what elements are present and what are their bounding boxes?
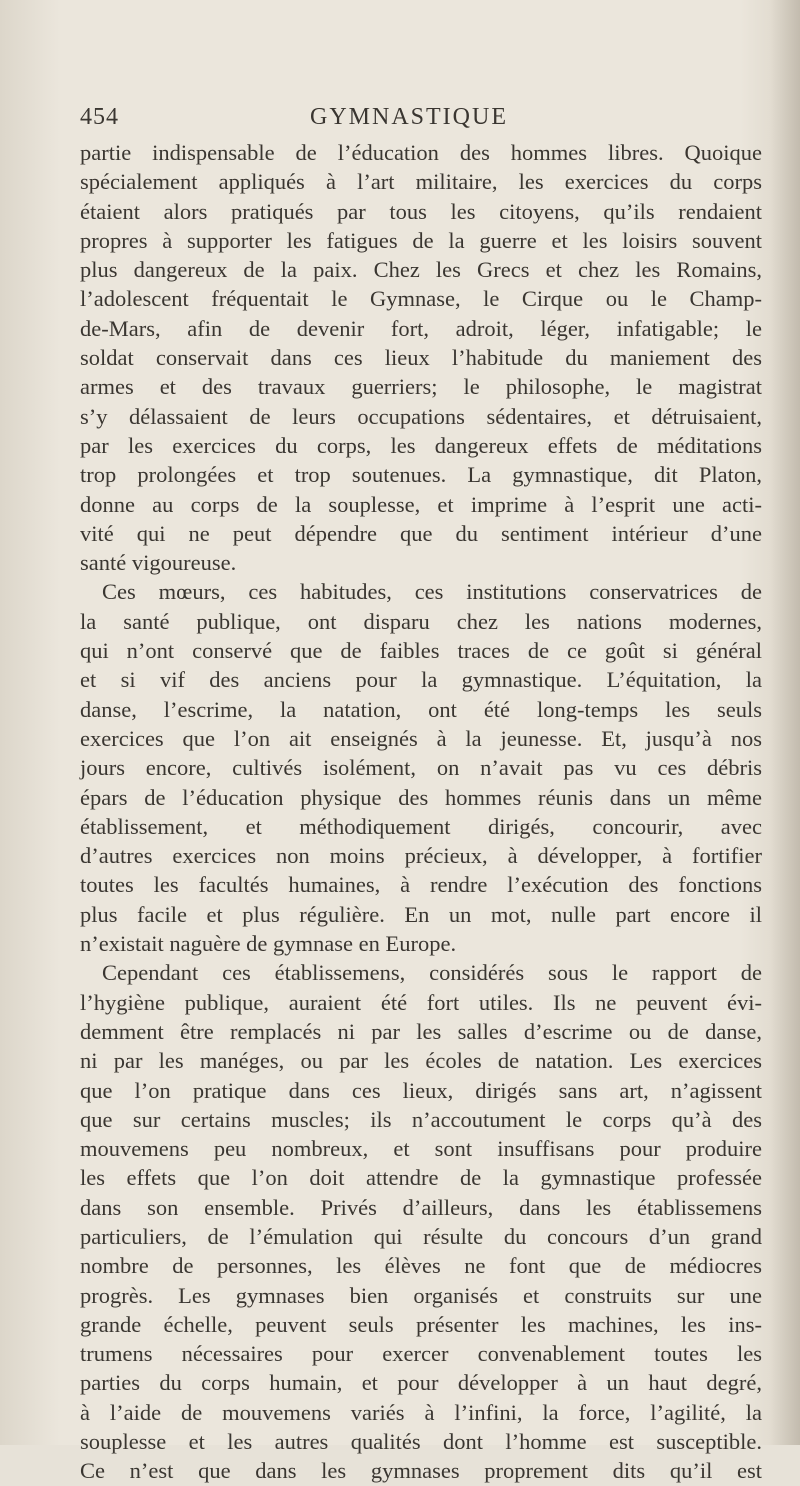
text-line: souplesse et les autres qualités dont l’homme est susceptible.	[80, 1429, 762, 1455]
text-line: et si vif des anciens pour la gymnastique. L’équitation, la	[80, 667, 762, 693]
text-line: épars de l’éducation physique des hommes réunis dans un même	[80, 784, 762, 810]
text-line: plus facile et plus régulière. En un mot, nulle part encore il	[80, 901, 762, 927]
text-line: Ces mœurs, ces habitudes, ces institutions conservatrices de	[102, 579, 762, 605]
text-line: les effets que l’on doit attendre de la gymnastique professée	[80, 1165, 762, 1191]
text-line: demment être remplacés ni par les salles d’escrime ou de danse,	[80, 1018, 762, 1044]
page-header	[80, 104, 760, 140]
text-line: n’existait naguère de gymnase en Europe.	[80, 931, 457, 957]
text-line: parties du corps humain, et pour développer à un haut degré,	[80, 1370, 762, 1396]
body-text	[80, 138, 762, 1486]
text-line: trumens nécessaires pour exercer convenablement toutes les	[80, 1341, 762, 1367]
text-line: que sur certains muscles; ils n’accoutument le corps qu’à des	[80, 1106, 762, 1132]
text-line: exercices que l’on ait enseignés à la jeunesse. Et, jusqu’à nos	[80, 725, 762, 751]
text-line: progrès. Les gymnases bien organisés et construits sur une	[80, 1282, 762, 1308]
text-line: soldat conservait dans ces lieux l’habitude du maniement des	[80, 345, 762, 371]
text-line: nombre de personnes, les élèves ne font que de médiocres	[80, 1253, 762, 1279]
text-line: que l’on pratique dans ces lieux, dirigés sans art, n’agissent	[80, 1077, 762, 1103]
text-line: spécialement appliqués à l’art militaire, les exercices du corps	[80, 169, 762, 195]
text-line: de-Mars, afin de devenir fort, adroit, léger, infatigable; le	[80, 315, 762, 341]
page-edge-shadow	[770, 0, 800, 1445]
text-line: toutes les facultés humaines, à rendre l’exécution des fonctions	[80, 872, 762, 898]
text-line: trop prolongées et trop soutenues. La gymnastique, dit Platon,	[80, 462, 762, 488]
text-line: particuliers, de l’émulation qui résulte du concours d’un grand	[80, 1223, 762, 1249]
text-line: santé vigoureuse.	[80, 550, 237, 576]
text-line: propres à supporter les fatigues de la guerre et les loisirs souvent	[80, 227, 762, 253]
running-head: GYMNASTIQUE	[310, 104, 508, 130]
text-line: dans son ensemble. Privés d’ailleurs, dans les établissemens	[80, 1194, 762, 1220]
text-line: à l’aide de mouvemens variés à l’infini, la force, l’agilité, la	[80, 1399, 762, 1425]
text-line: danse, l’escrime, la natation, ont été long-temps les seuls	[80, 696, 762, 722]
text-line: qui n’ont conservé que de faibles traces de ce goût si général	[80, 638, 762, 664]
text-line: vité qui ne peut dépendre que du sentiment intérieur d’une	[80, 520, 762, 546]
text-line: étaient alors pratiqués par tous les citoyens, qu’ils rendaient	[80, 198, 762, 224]
text-line: armes et des travaux guerriers; le philosophe, le magistrat	[80, 374, 762, 400]
text-line: par les exercices du corps, les dangereux effets de méditations	[80, 432, 762, 458]
text-line: établissement, et méthodiquement dirigés, concourir, avec	[80, 813, 762, 839]
text-line: s’y délassaient de leurs occupations sédentaires, et détruisaient,	[80, 403, 762, 429]
text-line: Ce n’est que dans les gymnases proprement dits qu’il est	[80, 1458, 762, 1484]
text-line: grande échelle, peuvent seuls présenter les machines, les ins-	[80, 1311, 762, 1337]
text-line: Cependant ces établissemens, considérés sous le rapport de	[102, 960, 762, 986]
text-line: mouvemens peu nombreux, et sont insuffisans pour produire	[80, 1136, 762, 1162]
text-line: jours encore, cultivés isolément, on n’avait pas vu ces débris	[80, 755, 762, 781]
text-line: l’hygiène publique, auraient été fort utiles. Ils ne peuvent évi-	[80, 989, 762, 1015]
text-line: d’autres exercices non moins précieux, à développer, à fortifier	[80, 843, 762, 869]
text-line: plus dangereux de la paix. Chez les Grecs et chez les Romains,	[80, 257, 762, 283]
text-line: ni par les manéges, ou par les écoles de natation. Les exercices	[80, 1048, 762, 1074]
text-line: la santé publique, ont disparu chez les nations modernes,	[80, 608, 762, 634]
text-line: l’adolescent fréquentait le Gymnase, le Cirque ou le Champ-	[80, 286, 762, 312]
text-line: partie indispensable de l’éducation des hommes libres. Quoique	[80, 140, 762, 165]
text-line: donne au corps de la souplesse, et imprime à l’esprit une acti-	[80, 491, 762, 517]
page-number: 454	[80, 104, 119, 130]
